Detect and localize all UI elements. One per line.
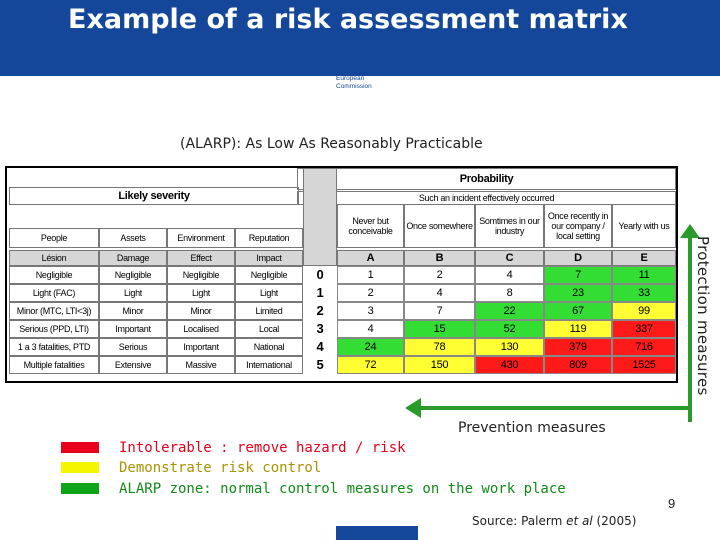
risk-cell: 33 (612, 284, 676, 302)
risk-cell: 78 (404, 338, 475, 356)
legend-text: Demonstrate risk control (119, 460, 322, 476)
severity-level: 2 (316, 303, 324, 318)
probability-letter: A (337, 250, 404, 266)
severity-descriptor: Serious (99, 338, 167, 356)
probability-letter: C (475, 250, 544, 266)
probability-description: Once somewhere (404, 204, 475, 248)
risk-cell: 1 (337, 266, 404, 284)
risk-cell: 72 (337, 356, 404, 374)
european-commission-logo (306, 72, 422, 98)
severity-descriptor: Local (235, 320, 303, 338)
column-subheader: Effect (167, 250, 235, 266)
risk-cell: 809 (544, 356, 612, 374)
risk-cell: 2 (404, 266, 475, 284)
column-header: Assets (99, 228, 167, 248)
page-number: 9 (668, 496, 676, 511)
probability-letter: E (612, 250, 676, 266)
risk-cell: 4 (337, 320, 404, 338)
severity-descriptor: Minor (MTC, LTI<3j) (9, 302, 99, 320)
legend-text: Intolerable : remove hazard / risk (119, 440, 406, 456)
source-citation (472, 514, 636, 528)
probability-description: Yearly with us (612, 204, 676, 248)
risk-cell: 67 (544, 302, 612, 320)
probability-description: Somtimes in our industry (475, 204, 544, 248)
risk-cell: 99 (612, 302, 676, 320)
legend-text: ALARP zone: normal control measures on the work place (119, 481, 566, 497)
severity-descriptor: Massive (167, 356, 235, 374)
column-header: People (9, 228, 99, 248)
risk-cell: 1525 (612, 356, 676, 374)
severity-descriptor: Serious (PPD, LTI) (9, 320, 99, 338)
risk-cell: 15 (404, 320, 475, 338)
risk-cell: 150 (404, 356, 475, 374)
risk-cell: 4 (404, 284, 475, 302)
severity-descriptor: Limited (235, 302, 303, 320)
risk-cell: 337 (612, 320, 676, 338)
risk-cell: 379 (544, 338, 612, 356)
severity-descriptor: Important (167, 338, 235, 356)
severity-descriptor: Negligible (235, 266, 303, 284)
severity-blank (303, 168, 337, 266)
probability-description: Once recently in our company / local setting (544, 204, 612, 248)
severity-descriptor: Light (235, 284, 303, 302)
risk-cell: 23 (544, 284, 612, 302)
logo-line-1: European (336, 75, 365, 82)
severity-descriptor: 1 a 3 fatalities, PTD (9, 338, 99, 356)
protection-measures-label: Protection measures (694, 236, 712, 396)
prevention-arrow-line (420, 406, 692, 410)
risk-cell: 7 (404, 302, 475, 320)
probability-letter: D (544, 250, 612, 266)
severity-descriptor: Localised (167, 320, 235, 338)
severity-descriptor: Minor (167, 302, 235, 320)
protection-arrow-line (688, 232, 692, 422)
severity-descriptor: Minor (99, 302, 167, 320)
probability-letter: B (404, 250, 475, 266)
risk-cell: 2 (337, 284, 404, 302)
risk-cell: 22 (475, 302, 544, 320)
risk-cell: 430 (475, 356, 544, 374)
column-header: Environment (167, 228, 235, 248)
page-title: Example of a risk assessment matrix (68, 4, 628, 35)
risk-cell: 716 (612, 338, 676, 356)
risk-cell: 11 (612, 266, 676, 284)
legend-swatch (61, 462, 99, 473)
severity-level: 4 (316, 339, 324, 354)
risk-cell: 3 (337, 302, 404, 320)
severity-descriptor: Negligible (99, 266, 167, 284)
risk-cell: 52 (475, 320, 544, 338)
alarp-note: (ALARP): As Low As Reasonably Practicable (180, 136, 483, 152)
probability-header: Probability (297, 168, 676, 190)
column-subheader: Damage (99, 250, 167, 266)
prevention-measures-label: Prevention measures (458, 420, 606, 436)
source-prefix: Source: Palerm (472, 514, 567, 528)
column-subheader: Impact (235, 250, 303, 266)
source-etal: et al (566, 514, 593, 528)
severity-descriptor: International (235, 356, 303, 374)
risk-cell: 119 (544, 320, 612, 338)
severity-descriptor: Important (99, 320, 167, 338)
severity-level: 3 (316, 321, 324, 336)
severity-descriptor: Light (99, 284, 167, 302)
prevention-arrow-head (405, 398, 421, 418)
logo-line-2: Commission (336, 82, 372, 90)
severity-descriptor: Light (167, 284, 235, 302)
footer-bar (336, 526, 418, 540)
risk-cell: 4 (475, 266, 544, 284)
column-subheader: Lésion (9, 250, 99, 266)
probability-subheader: Such an incident effectively occurred (297, 191, 676, 205)
legend-swatch (61, 483, 99, 494)
severity-level: 5 (316, 357, 324, 372)
source-suffix: (2005) (592, 514, 637, 528)
risk-cell: 8 (475, 284, 544, 302)
risk-cell: 7 (544, 266, 612, 284)
severity-descriptor: Light (FAC) (9, 284, 99, 302)
risk-cell: 130 (475, 338, 544, 356)
likely-severity-header: Likely severity (9, 187, 299, 205)
severity-descriptor: Extensive (99, 356, 167, 374)
severity-level: 0 (316, 267, 324, 282)
severity-descriptor: Negligible (167, 266, 235, 284)
probability-description: Never but conceivable (337, 204, 404, 248)
risk-matrix (5, 166, 678, 383)
severity-level: 1 (316, 285, 324, 300)
severity-descriptor: National (235, 338, 303, 356)
column-header: Reputation (235, 228, 303, 248)
legend-swatch (61, 442, 99, 453)
risk-cell: 24 (337, 338, 404, 356)
severity-descriptor: Negligible (9, 266, 99, 284)
severity-descriptor: Multiple fatalities (9, 356, 99, 374)
